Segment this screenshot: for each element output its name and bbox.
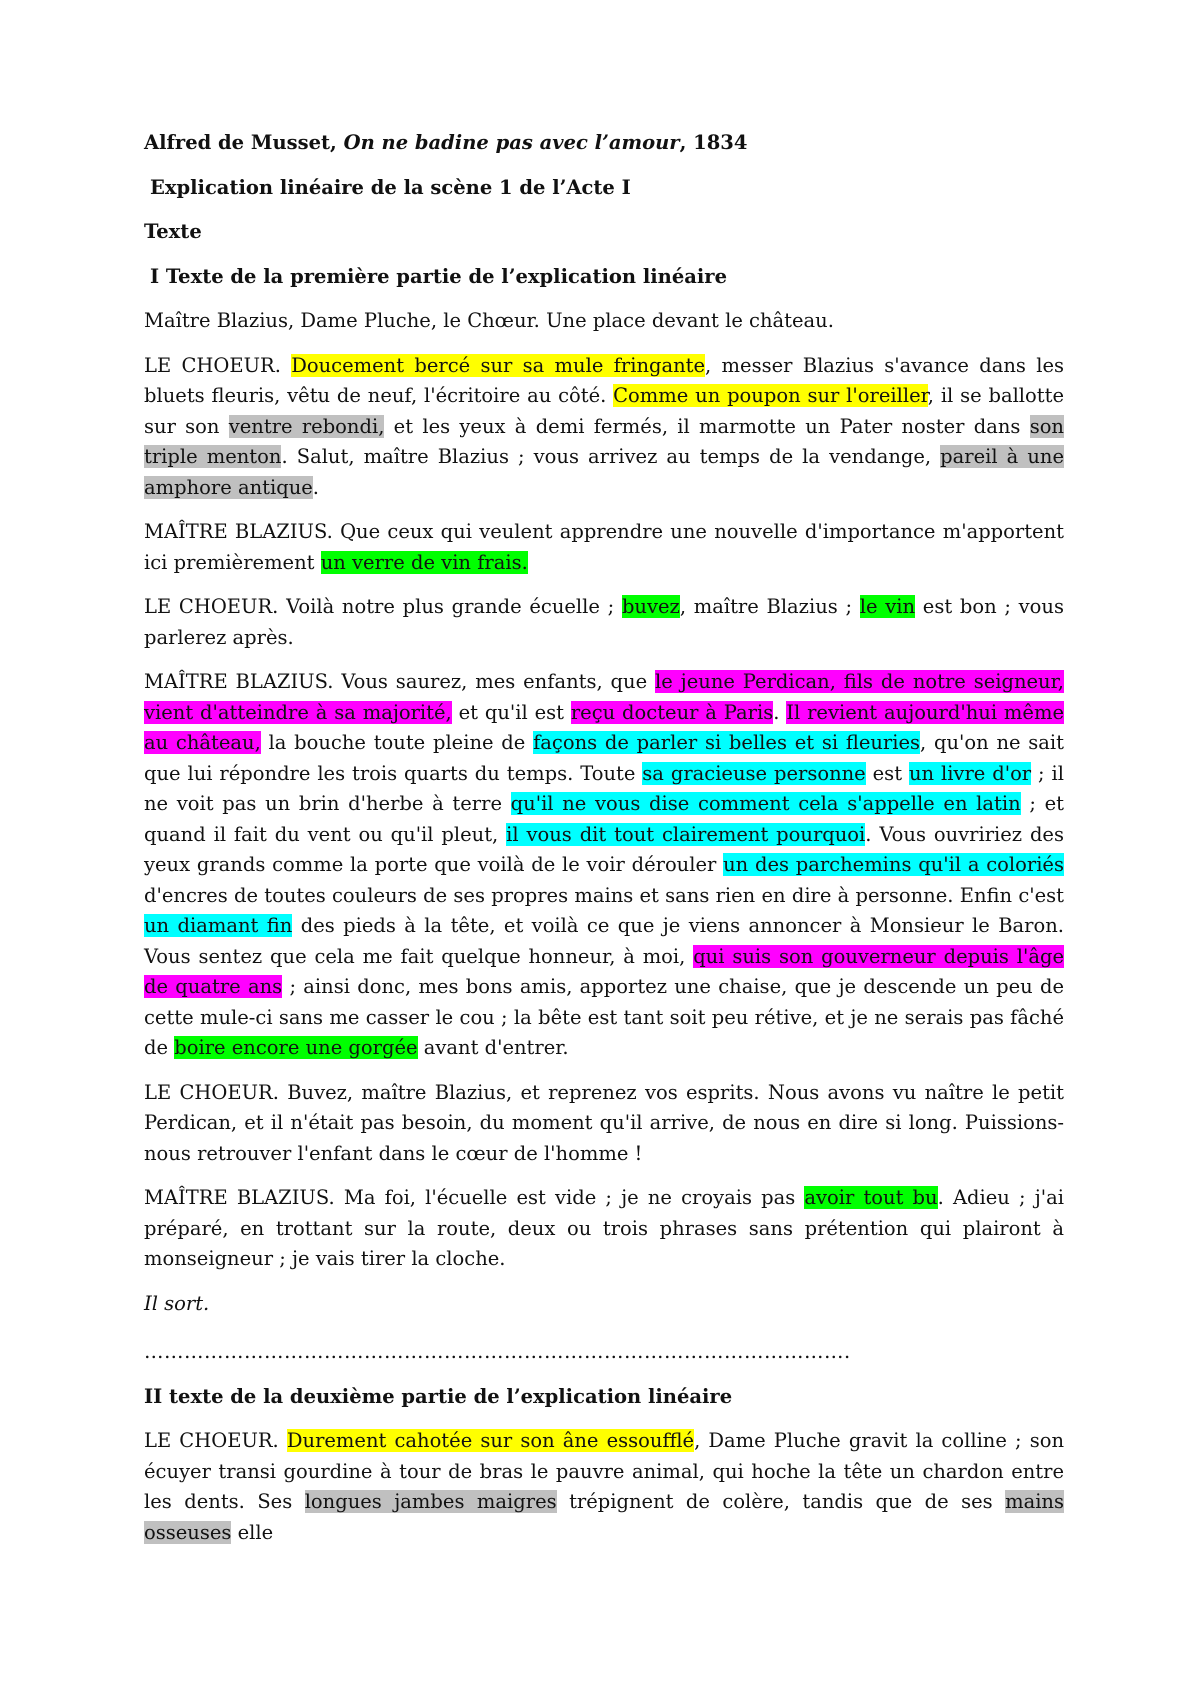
highlight-yellow: Comme un poupon sur l'oreiller bbox=[613, 384, 928, 407]
part2-heading: II texte de la deuxième partie de l’explication linéaire bbox=[144, 1384, 733, 1408]
highlight-green: avoir tout bu bbox=[804, 1186, 938, 1209]
highlight-cyan: sa gracieuse personne bbox=[642, 761, 866, 785]
text-run: est bbox=[865, 761, 909, 785]
highlight-gray: son triple menton bbox=[144, 414, 1064, 468]
paragraph-blazius-1 bbox=[144, 517, 1064, 578]
text-run: LE CHOEUR. Voilà notre plus grande écuelle ; bbox=[144, 595, 622, 618]
highlight-green: un verre de vin frais. bbox=[320, 550, 528, 574]
highlight-green: boire encore une gorgée bbox=[174, 1036, 418, 1059]
text-run: LE CHOEUR. bbox=[144, 353, 292, 377]
highlight-gray: mains osseuses bbox=[144, 1490, 1064, 1544]
work-year: , 1834 bbox=[679, 131, 748, 154]
text-run: . Adieu ; j'ai préparé, en trottant sur la route, deux ou trois phrases sans prétention qui plairont à monseigneur ; je vais tirer la cloche. bbox=[144, 1186, 1064, 1270]
text-run: des pieds à la tête, et voilà ce que je viens annoncer à Monsieur le Baron. Vous sentez que cela me fait quelque honneur, à moi, bbox=[144, 914, 1064, 968]
paragraph-blazius-3 bbox=[144, 1183, 1064, 1275]
document-subtitle: Explication linéaire de la scène 1 de l’Acte I bbox=[150, 175, 631, 199]
highlight-cyan: un diamant fin bbox=[144, 914, 293, 937]
highlight-magenta: Il revient aujourd'hui même au château, bbox=[144, 700, 1064, 754]
text-run: la bouche toute pleine de bbox=[260, 731, 534, 754]
text-run: d'encres de toutes couleurs de ses propres mains et sans rien en dire à personne. Enfin c'est bbox=[144, 883, 1064, 907]
paragraph-choeur-4 bbox=[144, 1426, 1064, 1548]
highlight-gray: pareil à une amphore antique bbox=[144, 445, 1065, 499]
text-run: trépignent de colère, tandis que de ses bbox=[556, 1490, 1006, 1513]
text-run: , Dame Pluche gravit la colline ; son écuyer transi gourdine à tour de bras le pauvre animal, qui hoche la tête un chardon entre les dents. Ses bbox=[144, 1429, 1065, 1513]
highlight-yellow: Doucement bercé sur sa mule fringante bbox=[291, 353, 706, 377]
highlight-green: le vin bbox=[859, 595, 916, 618]
highlight-cyan: il vous dit tout clairement pourquoi bbox=[506, 822, 866, 846]
highlight-cyan: un des parchemins qu'il a coloriés bbox=[723, 853, 1064, 876]
text-run: , il se ballotte sur son bbox=[144, 384, 1065, 438]
text-run: et qu'il est bbox=[451, 700, 571, 724]
part1-heading: I Texte de la première partie de l’explication linéaire bbox=[150, 264, 727, 288]
text-run: . bbox=[312, 475, 319, 499]
document-title bbox=[144, 128, 1064, 159]
text-run: ; ainsi donc, mes bons amis, apportez une chaise, que je descende un peu de cette mule-ci sans me casser le cou ; la bête est tant soit peu rétive, et je ne serais pas fâché de bbox=[144, 975, 1064, 1059]
text-run: , maître Blazius ; bbox=[679, 595, 860, 618]
text-run: MAÎTRE BLAZIUS. Vous saurez, mes enfants, que bbox=[144, 670, 656, 693]
separator-dots: ……………………………………………………………………………………………. bbox=[144, 1340, 851, 1363]
text-run: . bbox=[773, 700, 787, 724]
highlight-magenta: reçu docteur à Paris bbox=[570, 700, 774, 724]
highlight-cyan: un livre d'or bbox=[908, 761, 1032, 785]
text-run: elle bbox=[231, 1520, 274, 1544]
highlight-cyan: façons de parler si belles et si fleuries bbox=[533, 731, 921, 754]
section-label-texte: Texte bbox=[144, 220, 202, 243]
highlight-gray: ventre rebondi, bbox=[228, 414, 385, 438]
text-run: , messer Blazius s'avance dans les bluets fleuris, vêtu de neuf, l'écritoire au côté. bbox=[144, 353, 1064, 407]
highlight-green: buvez bbox=[621, 595, 680, 618]
paragraph-choeur-3: LE CHOEUR. Buvez, maître Blazius, et reprenez vos esprits. Nous avons vu naître le petit Perdican, et il n'était pas besoin, du moment qu'il arrive, de nous en dire si long. Puissions-nous retrouver l'enfant dans le cœur de l'homme ! bbox=[144, 1080, 1064, 1165]
text-run: est bon ; vous parlerez après. bbox=[144, 595, 1064, 649]
highlight-magenta: qui suis son gouverneur depuis l'âge de quatre ans bbox=[144, 944, 1064, 998]
text-run: . Salut, maître Blazius ; vous arrivez au temps de la vendange, bbox=[281, 445, 941, 468]
paragraph-choeur-2 bbox=[144, 592, 1064, 653]
text-run: , qu'on ne sait que lui répondre les trois quarts du temps. Toute bbox=[144, 731, 1064, 785]
highlight-yellow: Durement cahotée sur son âne essoufflé bbox=[286, 1429, 695, 1452]
highlight-gray: longues jambes maigres bbox=[304, 1490, 557, 1513]
paragraph-choeur-1 bbox=[144, 351, 1064, 504]
text-run: LE CHOEUR. bbox=[144, 1429, 287, 1452]
stage-setting: Maître Blazius, Dame Pluche, le Chœur. Une place devant le château. bbox=[144, 309, 834, 332]
text-run: et les yeux à demi fermés, il marmotte un Pater noster dans bbox=[384, 414, 1030, 438]
highlight-magenta: le jeune Perdican, fils de notre seigneur, vient d'atteindre à sa majorité, bbox=[144, 670, 1064, 724]
text-run: ; et quand il fait du vent ou qu'il pleut, bbox=[144, 792, 1064, 846]
paragraph-blazius-2 bbox=[144, 667, 1064, 1064]
text-run: ; il ne voit pas un brin d'herbe à terre bbox=[144, 761, 1064, 815]
text-run: avant d'entrer. bbox=[417, 1036, 569, 1059]
author-name: Alfred de Musset, bbox=[144, 131, 344, 154]
work-title: On ne badine pas avec l’amour bbox=[343, 131, 680, 154]
text-run: . Vous ouvririez des yeux grands comme la porte que voilà de le voir dérouler bbox=[144, 822, 1064, 876]
highlight-cyan: qu'il ne vous dise comment cela s'appelle en latin bbox=[510, 792, 1021, 815]
text-run: MAÎTRE BLAZIUS. Ma foi, l'écuelle est vide ; je ne croyais pas bbox=[144, 1186, 805, 1209]
stage-direction: Il sort. bbox=[144, 1291, 210, 1315]
document-page bbox=[144, 128, 1064, 1562]
text-run: MAÎTRE BLAZIUS. Que ceux qui veulent apprendre une nouvelle d'importance m'apportent ici premièrement bbox=[144, 520, 1064, 574]
